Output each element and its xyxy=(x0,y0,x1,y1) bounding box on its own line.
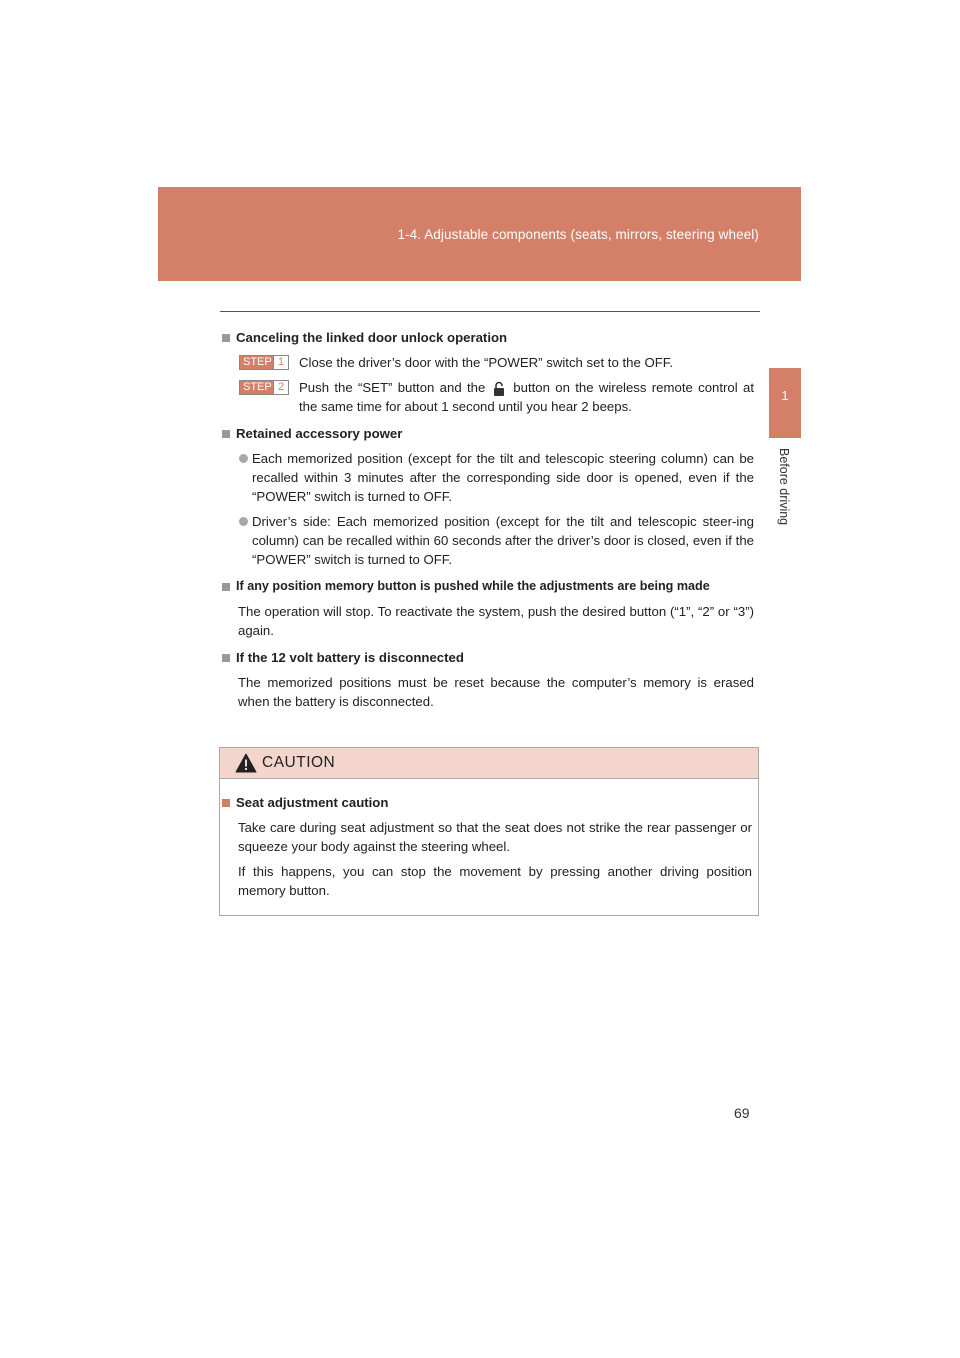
step-number: 1 xyxy=(273,356,288,369)
square-bullet-icon xyxy=(222,334,230,342)
caution-box xyxy=(219,747,759,916)
square-bullet-icon xyxy=(222,583,230,591)
section-heading xyxy=(222,577,754,596)
heading-text: Seat adjustment caution xyxy=(236,795,389,810)
section-heading xyxy=(222,328,754,347)
step-number: 2 xyxy=(273,381,288,394)
square-bullet-icon xyxy=(222,430,230,438)
warning-icon xyxy=(235,753,257,773)
step-word: STEP xyxy=(243,356,272,368)
square-bullet-icon xyxy=(222,654,230,662)
bullet-dot-icon xyxy=(239,454,248,463)
heading-text: If the 12 volt battery is disconnected xyxy=(236,650,464,665)
page-number: 69 xyxy=(734,1105,750,1121)
step-item xyxy=(222,353,754,372)
top-rule xyxy=(220,311,760,312)
paragraph: The operation will stop. To reactivate the system, push the desired button (“1”, “2” or “3”) again. xyxy=(238,604,754,638)
section-heading xyxy=(222,793,752,812)
list-item xyxy=(222,449,754,506)
list-item xyxy=(222,512,754,569)
heading-text: If any position memory button is pushed while the adjustments are being made xyxy=(236,579,710,593)
step-badge xyxy=(239,355,289,370)
step-text: Close the driver’s door with the “POWER” switch set to the OFF. xyxy=(299,355,674,370)
header-band xyxy=(158,187,801,281)
bullet-text: Driver’s side: Each memorized position (except for the tilt and telescopic steer-ing column) can be recalled within 60 seconds after the driver’s door is closed, even if the “POWER” switch is turned to OFF. xyxy=(252,514,754,567)
section-heading xyxy=(222,648,754,667)
main-content xyxy=(222,328,754,711)
lock-icon xyxy=(493,381,505,397)
chapter-tab xyxy=(769,368,801,438)
section-title: 1-4. Adjustable components (seats, mirrors, steering wheel) xyxy=(397,227,759,242)
heading-text: Retained accessory power xyxy=(236,426,403,441)
step-item xyxy=(222,378,754,416)
step-badge xyxy=(239,380,289,395)
chapter-label: Before driving xyxy=(777,448,791,526)
caution-title: CAUTION xyxy=(262,754,336,771)
paragraph: The memorized positions must be reset because the computer’s memory is erased when the battery is disconnected. xyxy=(238,675,754,709)
paragraph: Take care during seat adjustment so that the seat does not strike the rear passenger or squeeze your body against the steering wheel. xyxy=(238,820,752,854)
caution-body xyxy=(220,779,758,900)
chapter-number: 1 xyxy=(781,388,789,403)
square-bullet-icon xyxy=(222,799,230,807)
step-text xyxy=(299,378,754,416)
heading-text: Canceling the linked door unlock operation xyxy=(236,330,508,345)
step-text-before: Push the “SET” button and the xyxy=(299,380,486,395)
step-text-after: button on the wireless remote control at the same time for about 1 second until you hear 2 beeps. xyxy=(299,380,754,414)
bullet-text: Each memorized position (except for the tilt and telescopic steering column) can be recalled within 3 minutes after the corresponding side door is opened, even if the “POWER” switch is turned to OFF. xyxy=(252,451,754,504)
step-word: STEP xyxy=(243,381,272,393)
section-heading xyxy=(222,424,754,443)
chapter-label-container xyxy=(768,448,800,548)
paragraph: If this happens, you can stop the movement by pressing another driving position memory button. xyxy=(238,864,752,898)
caution-header xyxy=(220,748,758,779)
bullet-dot-icon xyxy=(239,517,248,526)
